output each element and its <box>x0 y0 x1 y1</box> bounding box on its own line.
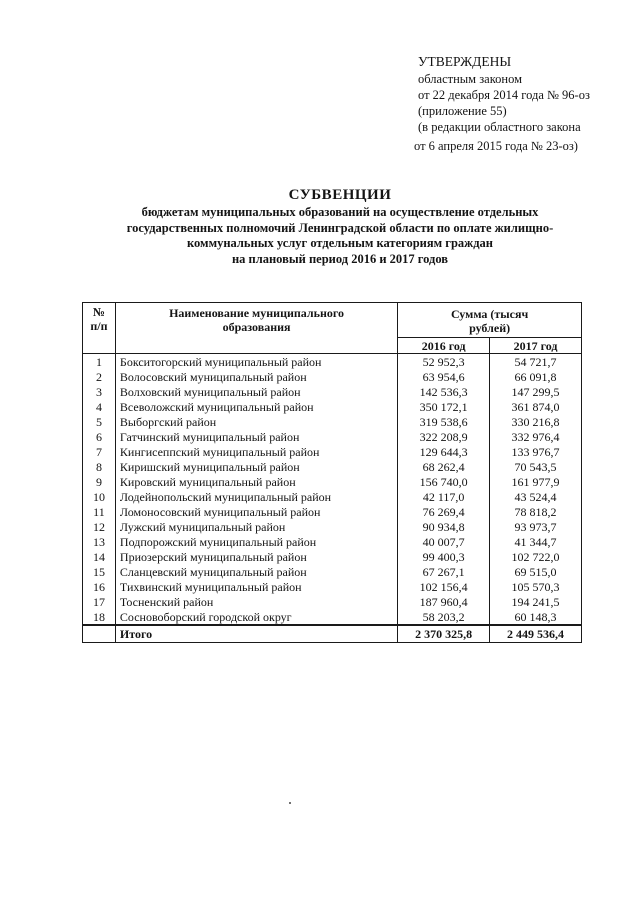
row-name: Приозерский муниципальный район <box>115 549 397 564</box>
row-2016: 102 156,4 <box>398 579 490 594</box>
row-2017: 43 524,4 <box>490 489 582 504</box>
approval-line: (приложение 55) <box>418 104 507 118</box>
row-name: Ломоносовский муниципальный район <box>115 504 397 519</box>
row-name: Лодейнопольский муниципальный район <box>115 489 397 504</box>
table-row <box>83 429 582 444</box>
row-number: 16 <box>83 579 116 594</box>
header-number: № п/п <box>83 303 116 354</box>
row-2016: 68 262,4 <box>398 459 490 474</box>
row-2016: 90 934,8 <box>398 519 490 534</box>
total-2016: 2 370 325,8 <box>398 625 490 643</box>
row-2017: 60 148,3 <box>490 609 582 625</box>
row-name: Волосовский муниципальный район <box>115 369 397 384</box>
row-2017: 54 721,7 <box>490 354 582 370</box>
row-name: Киришский муниципальный район <box>115 459 397 474</box>
row-name: Подпорожский муниципальный район <box>115 534 397 549</box>
row-2017: 332 976,4 <box>490 429 582 444</box>
row-number: 15 <box>83 564 116 579</box>
row-number: 3 <box>83 384 116 399</box>
row-2016: 142 536,3 <box>398 384 490 399</box>
row-2016: 67 267,1 <box>398 564 490 579</box>
row-2017: 133 976,7 <box>490 444 582 459</box>
table-row <box>83 609 582 625</box>
approval-stamp <box>414 54 630 154</box>
title-line: бюджетам муниципальных образований на осуществление отдельных <box>141 205 539 219</box>
approval-line: от 6 апреля 2015 года № 23-оз) <box>414 139 578 153</box>
row-number: 5 <box>83 414 116 429</box>
row-2016: 76 269,4 <box>398 504 490 519</box>
total-row <box>83 625 582 643</box>
row-name: Тосненский район <box>115 594 397 609</box>
row-2017: 194 241,5 <box>490 594 582 609</box>
header-2016: 2016 год <box>398 338 490 354</box>
row-2017: 78 818,2 <box>490 504 582 519</box>
table-row <box>83 474 582 489</box>
row-number: 9 <box>83 474 116 489</box>
table-row <box>83 354 582 370</box>
table-row <box>83 519 582 534</box>
subsidies-table <box>82 302 582 643</box>
title-line: государственных полномочий Ленинградской области по оплате жилищно- <box>126 220 554 235</box>
title-line: коммунальных услуг отдельным категориям граждан <box>187 236 493 250</box>
row-number: 14 <box>83 549 116 564</box>
row-2017: 70 543,5 <box>490 459 582 474</box>
row-name: Волховский муниципальный район <box>115 384 397 399</box>
row-number: 7 <box>83 444 116 459</box>
row-2016: 52 952,3 <box>398 354 490 370</box>
row-2016: 350 172,1 <box>398 399 490 414</box>
total-number-cell <box>83 625 116 643</box>
row-2017: 105 570,3 <box>490 579 582 594</box>
row-name: Бокситогорский муниципальный район <box>115 354 397 370</box>
row-2016: 129 644,3 <box>398 444 490 459</box>
row-2017: 161 977,9 <box>490 474 582 489</box>
row-number: 4 <box>83 399 116 414</box>
row-2017: 66 091,8 <box>490 369 582 384</box>
approval-line: областным законом <box>418 72 523 86</box>
row-2016: 63 954,6 <box>398 369 490 384</box>
row-2017: 102 722,0 <box>490 549 582 564</box>
row-2017: 41 344,7 <box>490 534 582 549</box>
row-2016: 322 208,9 <box>398 429 490 444</box>
header-name: Наименование муниципального образования <box>115 303 397 354</box>
row-number: 17 <box>83 594 116 609</box>
row-2016: 58 203,2 <box>398 609 490 625</box>
row-number: 18 <box>83 609 116 625</box>
row-2017: 69 515,0 <box>490 564 582 579</box>
row-2016: 42 117,0 <box>398 489 490 504</box>
table-row <box>83 414 582 429</box>
row-number: 11 <box>83 504 116 519</box>
table-row <box>83 594 582 609</box>
row-name: Тихвинский муниципальный район <box>115 579 397 594</box>
header-sum: Сумма (тысяч рублей) <box>398 303 582 338</box>
row-name: Гатчинский муниципальный район <box>115 429 397 444</box>
row-number: 1 <box>83 354 116 370</box>
row-2017: 361 874,0 <box>490 399 582 414</box>
row-name: Лужский муниципальный район <box>115 519 397 534</box>
row-2016: 319 538,6 <box>398 414 490 429</box>
row-number: 8 <box>83 459 116 474</box>
approval-heading: УТВЕРЖДЕНЫ <box>418 54 512 69</box>
row-2016: 40 007,7 <box>398 534 490 549</box>
table-row <box>83 399 582 414</box>
title-line: на плановый период 2016 и 2017 годов <box>231 251 449 266</box>
row-name: Сосновоборский городской округ <box>115 609 397 625</box>
table-row <box>83 534 582 549</box>
row-name: Выборгский район <box>115 414 397 429</box>
row-number: 2 <box>83 369 116 384</box>
row-number: 10 <box>83 489 116 504</box>
table-row <box>83 489 582 504</box>
header-2017: 2017 год <box>490 338 582 354</box>
row-2016: 99 400,3 <box>398 549 490 564</box>
total-label: Итого <box>115 625 397 643</box>
row-name: Сланцевский муниципальный район <box>115 564 397 579</box>
row-name: Всеволожский муниципальный район <box>115 399 397 414</box>
row-2017: 330 216,8 <box>490 414 582 429</box>
row-number: 6 <box>83 429 116 444</box>
document-title <box>80 186 600 267</box>
row-number: 12 <box>83 519 116 534</box>
table-row <box>83 579 582 594</box>
table-row <box>83 444 582 459</box>
title-main: СУБВЕНЦИИ <box>288 187 392 203</box>
row-number: 13 <box>83 534 116 549</box>
scan-speck <box>289 802 291 804</box>
table-row <box>83 564 582 579</box>
row-2017: 93 973,7 <box>490 519 582 534</box>
total-2017: 2 449 536,4 <box>490 625 582 643</box>
table-row <box>83 459 582 474</box>
table-row <box>83 504 582 519</box>
row-2017: 147 299,5 <box>490 384 582 399</box>
table-row <box>83 549 582 564</box>
approval-line: (в редакции областного закона <box>418 120 581 134</box>
row-2016: 156 740,0 <box>398 474 490 489</box>
row-name: Кингисеппский муниципальный район <box>115 444 397 459</box>
row-2016: 187 960,4 <box>398 594 490 609</box>
row-name: Кировский муниципальный район <box>115 474 397 489</box>
table-row <box>83 384 582 399</box>
approval-line: от 22 декабря 2014 года № 96-оз <box>418 88 590 102</box>
table-row <box>83 369 582 384</box>
